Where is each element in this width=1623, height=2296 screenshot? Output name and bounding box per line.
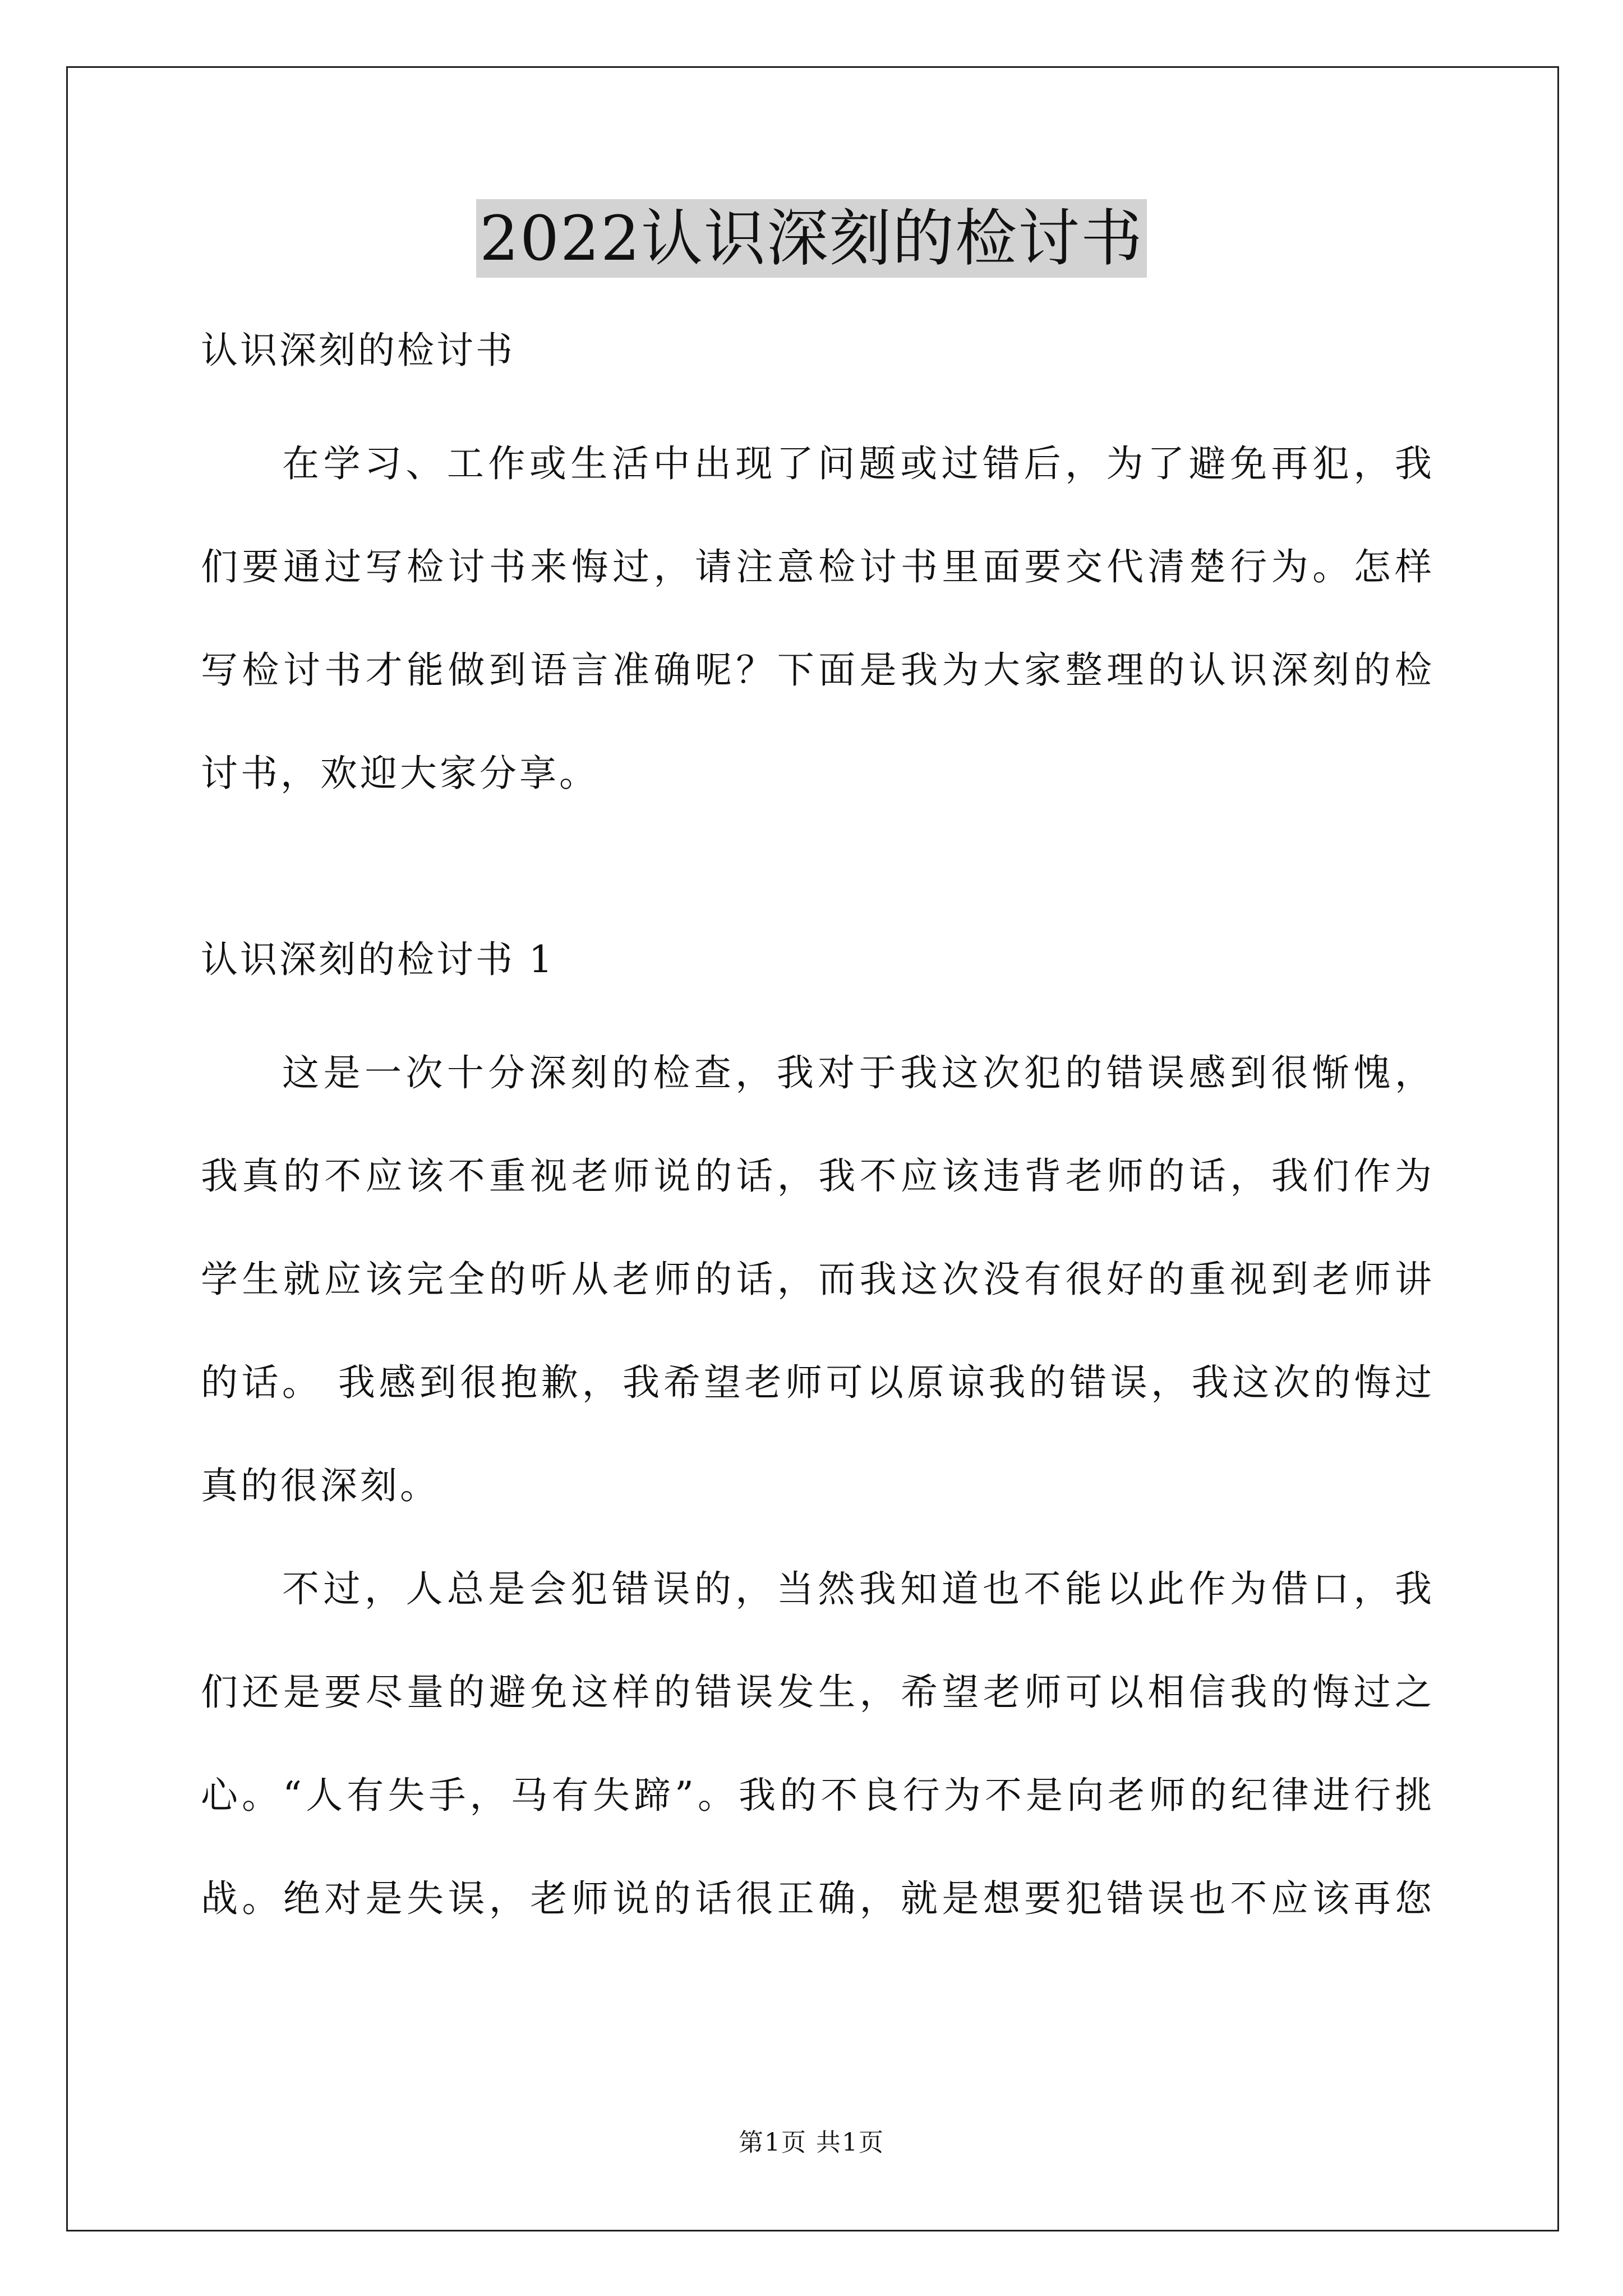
document-title: 2022认识深刻的检讨书 (476, 199, 1147, 278)
text-line: 我真的不应该不重视老师说的话，我不应该违背老师的话，我们作为 (201, 1154, 1435, 1198)
section-heading-1: 认识深刻的检讨书 1 (201, 938, 555, 981)
text-line: 心。“人有失手，马有失蹄”。我的不良行为不是向老师的纪律进行挑 (201, 1774, 1435, 1817)
text-line: 的话。 我感到很抱歉，我希望老师可以原谅我的错误，我这次的悔过 (201, 1361, 1435, 1404)
text-line: 们要通过写检讨书来悔过，请注意检讨书里面要交代清楚行为。怎样 (201, 545, 1435, 588)
intro-paragraph (201, 412, 1435, 825)
text-line: 写检讨书才能做到语言准确呢？下面是我为大家整理的认识深刻的检 (201, 648, 1435, 692)
text-line: 学生就应该完全的听从老师的话，而我这次没有很好的重视到老师讲 (201, 1258, 1435, 1301)
text-line: 不过，人总是会犯错误的，当然我知道也不能以此作为借口，我 (282, 1567, 1435, 1611)
text-line: 真的很深刻。 (201, 1464, 440, 1507)
text-line: 们还是要尽量的避免这样的错误发生，希望老师可以相信我的悔过之 (201, 1671, 1435, 1714)
text-line: 讨书，欢迎大家分享。 (201, 752, 599, 795)
text-line: 这是一次十分深刻的检查，我对于我这次犯的错误感到很惭愧， (282, 1051, 1435, 1094)
document-body (201, 314, 1435, 1950)
intro-heading: 认识深刻的检讨书 (201, 329, 515, 372)
page-number-footer: 第1页 共1页 (739, 2128, 884, 2157)
paragraph-2 (201, 1538, 1435, 1950)
text-line: 战。绝对是失误，老师说的话很正确，就是想要犯错误也不应该再您 (201, 1877, 1435, 1920)
title-container (0, 199, 1623, 278)
paragraph-1 (201, 1022, 1435, 1538)
text-line: 在学习、工作或生活中出现了问题或过错后，为了避免再犯，我 (282, 442, 1435, 485)
